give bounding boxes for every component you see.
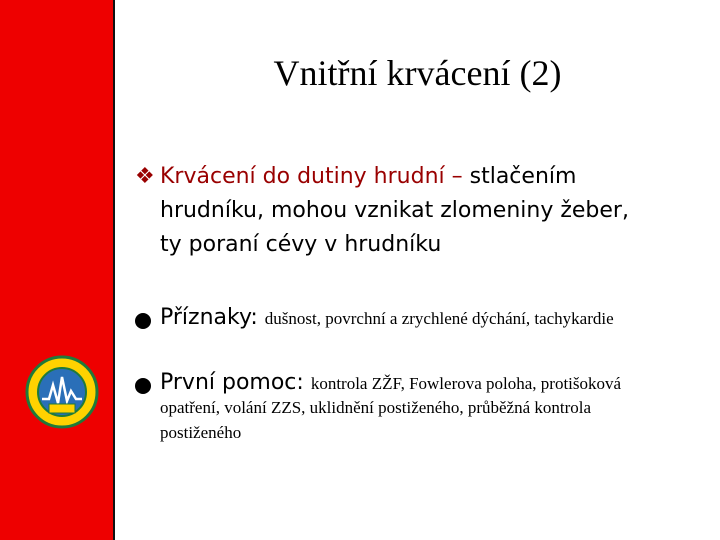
bullet-continuation: opatření, volání ZZS, uklidnění postiženého, průběžná kontrola — [160, 398, 592, 417]
bullet-continuation: postiženého — [160, 423, 242, 442]
slide-title: Vnitřní krvácení (2) — [273, 53, 562, 93]
bullet-item-first-aid — [135, 370, 621, 445]
bullet-lead: Příznaky: — [160, 305, 265, 330]
bullet-lead: Krvácení do dutiny hrudní — [160, 164, 445, 189]
bullet-item-chest-bleeding — [135, 160, 629, 262]
bullet-text: dušnost, povrchní a zrychlené dýchání, tachykardie — [264, 309, 614, 328]
bullet-dash: – — [444, 164, 470, 189]
school-emblem-icon — [25, 355, 99, 429]
sidebar-band — [0, 0, 115, 540]
bullet-rest: stlačením — [469, 164, 577, 189]
bullet-item-symptoms — [135, 305, 614, 330]
dot-bullet-icon — [135, 378, 151, 394]
bullet-continuation: ty poraní cévy v hrudníku — [160, 232, 442, 257]
bullet-line — [135, 160, 629, 194]
bullet-lead: První pomoc: — [160, 370, 311, 395]
bullet-text: kontrola ZŽF, Fowlerova poloha, protišoková — [310, 374, 622, 393]
bullet-continuation: hrudníku, mohou vznikat zlomeniny žeber, — [160, 198, 629, 223]
diamond-bullet-icon: ❖ — [135, 164, 155, 189]
dot-bullet-icon — [135, 313, 151, 329]
